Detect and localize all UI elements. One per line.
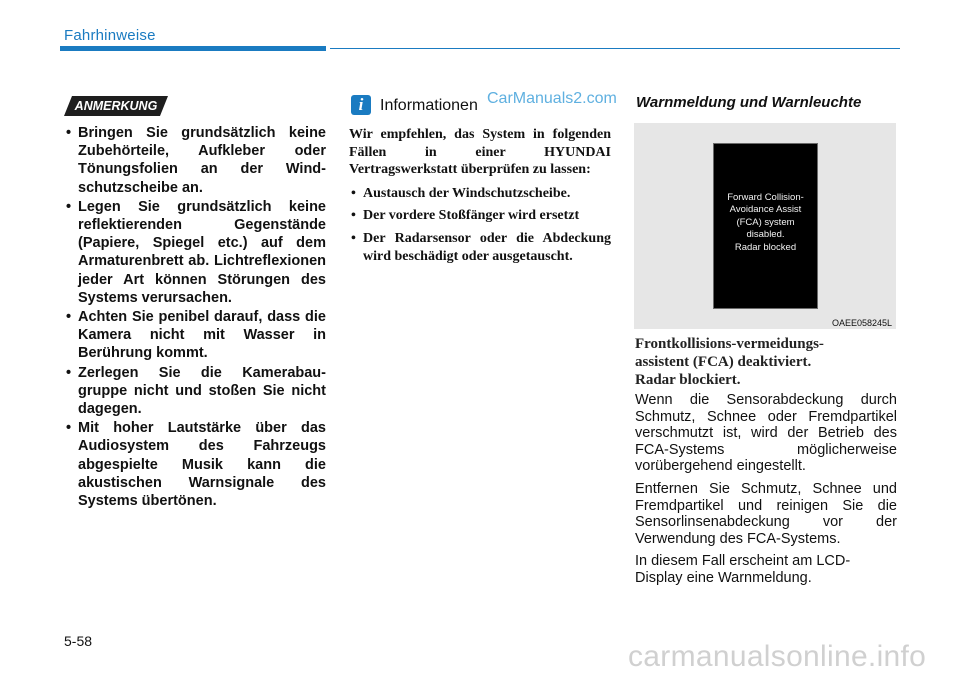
lcd-display [713,143,818,309]
warning-paragraph: Wenn die Sensorabdeckung durch Schmutz, Schnee oder Fremdpartikel verschmutzt ist, wird der Betrieb des FCA-Systems möglicherweise vorübergehend eingestellt. [635,392,897,475]
info-title: Informationen [380,97,478,114]
note-item: • Mit hoher Lautstärke über das Audiosystem des Fahrzeugs abgespielte Musik kann die akustischen Warnsignale des Systems übertönen. [62,419,326,510]
page-number: 5-58 [64,633,93,649]
cluster-display-figure [634,123,896,329]
footer-watermark: carmanualsonline.info [628,640,927,673]
info-item: • Der vordere Stoßfänger wird ersetzt [349,207,611,225]
warning-title: Warnmeldung und Warnleuchte [636,94,862,111]
header-rule-thin [330,48,900,49]
info-intro: Wir empfehlen, das System in folgenden Fällen in einer HYUNDAI Vertragswerkstatt überprüfen zu lassen: [349,127,611,178]
note-item: • Zerlegen Sie die Kamerabau-gruppe nicht und stoßen Sie nicht dagegen. [62,364,326,419]
watermark-top: CarManuals2.com [487,90,617,107]
note-item: • Legen Sie grundsätzlich keine reflektierenden Gegenstände (Papiere, Spiegel etc.) auf dem Armaturenbrett ab. Lichtreflexionen jeder Art können Störungen des Systems verursachen. [62,198,326,307]
note-label: ANMERKUNG [74,99,158,113]
info-item: • Austausch der Windschutzscheibe. [349,185,611,203]
info-icon: i [351,95,371,115]
note-item: • Bringen Sie grundsätzlich keine Zubehörteile, Aufkleber oder Tönungsfolien an der Wind-schutzscheibe an. [62,124,326,197]
note-item: • Achten Sie penibel darauf, dass die Kamera nicht mit Wasser in Berührung kommt. [62,308,326,363]
header-rule-thick [60,46,326,51]
warning-paragraph: Entfernen Sie Schmutz, Schnee und Fremdpartikel und reinigen Sie die Sensorlinsenabdeckung vor der Verwendung des FCA-Systems. [635,480,897,547]
note-label-badge [64,96,168,116]
section-title: Fahrhinweise [64,27,156,44]
figure-id: OAEE058245L [831,318,892,328]
lcd-warning-message: Forward Collision- Avoidance Assist (FCA) system disabled. Radar blocked [727,192,804,253]
info-column [349,126,611,270]
warning-paragraph: In diesem Fall erscheint am LCD-Display eine Warnmeldung. [635,553,851,586]
note-list-column [62,124,326,511]
warning-body [635,392,897,593]
info-item: • Der Radarsensor oder die Abdeckung wird beschädigt oder ausgetauscht. [349,230,611,265]
figure-caption: Frontkollisions-vermeidungs- assistent (FCA) deaktiviert. Radar blockiert. [635,336,824,388]
